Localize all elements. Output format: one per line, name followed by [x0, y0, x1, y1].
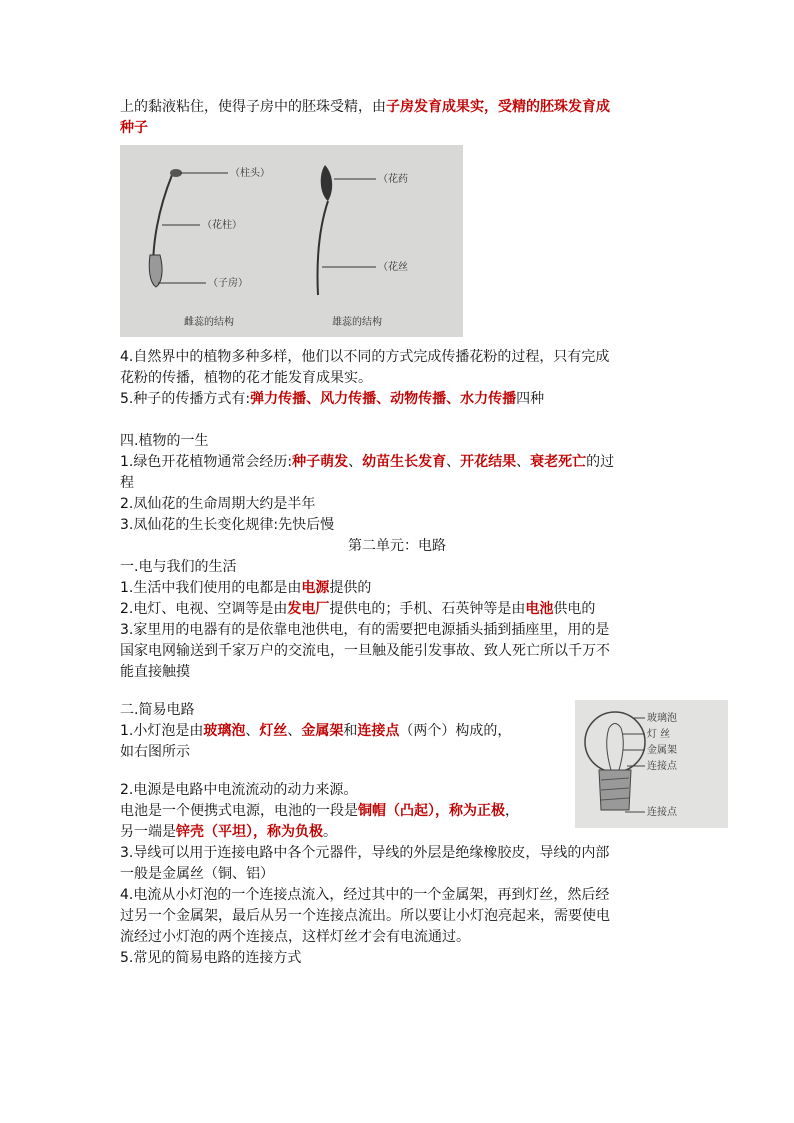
text-span: （两个）构成的，: [399, 723, 512, 739]
text-line: 3.导线可以用于连接电路中各个元器件，导线的外层是绝缘橡胶皮，导线的内部: [120, 845, 610, 861]
text-line: 程: [120, 475, 134, 491]
highlight-text: 锌壳（平坦），称为负极: [176, 824, 323, 840]
text-span: 1.绿色开花植物通常会经历:: [120, 454, 293, 470]
text-span: 上的黏液粘住，使得子房中的胚珠受精，由: [120, 99, 386, 115]
text-span: 提供的: [329, 580, 372, 596]
label-glass-bulb: 玻璃泡: [647, 713, 677, 724]
highlight-text: 铜帽（凸起），称为正极: [358, 803, 505, 819]
text-line: 5.常见的简易电路的连接方式: [120, 950, 302, 966]
separator: 、: [446, 391, 461, 407]
text-line: 能直接触摸: [120, 664, 190, 680]
highlight-text: 幼苗生长发育: [362, 454, 447, 470]
text-line: 2.电源是电路中电流流动的动力来源。: [120, 782, 358, 798]
highlight-text: 连接点: [357, 723, 400, 739]
text-line: 国家电网输送到千家万户的交流电，一旦触及能引发事故、致人死亡所以千万不: [120, 643, 610, 659]
text-line: [120, 599, 595, 620]
highlight-text: 种子: [120, 120, 148, 136]
highlight-text: 玻璃泡: [203, 723, 246, 739]
text-line: 4.自然界中的植物多种多样，他们以不同的方式完成传播花粉的过程，只有完成: [120, 349, 610, 365]
text-span: 2.电灯、电视、空调等是由: [120, 601, 288, 617]
section-title: 一.电与我们的生活: [120, 559, 237, 575]
separator: 、: [306, 391, 321, 407]
highlight-text: 弹力传播: [250, 391, 307, 407]
bulb-diagram: [575, 700, 728, 828]
unit-heading: 第二单元：电路: [348, 538, 446, 554]
text-span: 。: [323, 824, 337, 840]
text-span: 另一端是: [120, 824, 176, 840]
text-line: 花粉的传播，植物的花才能发育成果实。: [120, 370, 372, 386]
label-metal-frame: 金属架: [647, 745, 677, 756]
highlight-text: 金属架: [301, 723, 344, 739]
separator: 、: [516, 454, 531, 470]
label-anther: （花药: [378, 174, 408, 185]
text-line: 过另一个金属架，最后从另一个连接点流出。所以要让小灯泡亮起来，需要使电: [120, 908, 610, 924]
highlight-text: 动物传播: [390, 391, 447, 407]
text-line: [120, 118, 148, 139]
text-span: 5.种子的传播方式有:: [120, 391, 251, 407]
highlight-text: 开花结果: [460, 454, 517, 470]
text-line: 3.凤仙花的生长变化规律:先快后慢: [120, 517, 335, 533]
label-connection-point: 连接点: [647, 761, 677, 772]
section-title: 二.简易电路: [120, 702, 195, 718]
label-ovary: （子房）: [208, 278, 248, 289]
text-line: [120, 822, 337, 843]
highlight-text: 电源: [301, 580, 330, 596]
text-span: 的过: [586, 454, 615, 470]
highlight-text: 水力传播: [460, 391, 517, 407]
text-span: 和: [343, 723, 358, 739]
text-span: 提供电的；手机、石英钟等是由: [329, 601, 526, 617]
text-line: 一般是金属丝（铜、铝）: [120, 866, 274, 882]
highlight-text: 子房发育成果实，受精的胚珠发育成: [386, 99, 610, 115]
pistil-stamen-diagram: [120, 145, 463, 337]
text-line: 2.凤仙花的生命周期大约是半年: [120, 496, 316, 512]
text-span: ，: [505, 803, 519, 819]
highlight-text: 衰老死亡: [530, 454, 587, 470]
text-line: [120, 452, 614, 473]
text-line: 如右图所示: [120, 744, 190, 760]
separator: 、: [287, 723, 302, 739]
bulb-figure: [575, 700, 728, 828]
text-span: 供电的: [553, 601, 596, 617]
text-line: 3.家里用的电器有的是依靠电池供电，有的需要把电源插头插到插座里，用的是: [120, 622, 610, 638]
highlight-text: 发电厂: [287, 601, 330, 617]
highlight-text: 风力传播: [320, 391, 377, 407]
caption-pistil: 雌蕊的结构: [184, 317, 234, 328]
text-line: [120, 721, 511, 742]
text-span: 1.小灯泡是由: [120, 723, 204, 739]
text-span: 电池是一个便携式电源，电池的一段是: [120, 803, 358, 819]
text-line: 4.电流从小灯泡的一个连接点流入，经过其中的一个金属架，再到灯丝，然后经: [120, 887, 610, 903]
text-span: 1.生活中我们使用的电都是由: [120, 580, 302, 596]
caption-stamen: 雄蕊的结构: [332, 317, 382, 328]
separator: 、: [376, 391, 391, 407]
text-line: [120, 578, 371, 599]
text-span: 四种: [516, 391, 545, 407]
label-connection-point: 连接点: [647, 807, 677, 818]
label-filament: 灯 丝: [647, 729, 671, 740]
highlight-text: 种子萌发: [292, 454, 349, 470]
separator: 、: [245, 723, 260, 739]
text-line: [120, 97, 610, 118]
label-filament: （花丝: [378, 262, 408, 273]
separator: 、: [446, 454, 461, 470]
separator: 、: [348, 454, 363, 470]
pistil-stamen-figure: [120, 145, 463, 337]
section-title: 四.植物的一生: [120, 433, 209, 449]
highlight-text: 灯丝: [259, 723, 288, 739]
highlight-text: 电池: [525, 601, 554, 617]
label-style: （花柱）: [202, 220, 242, 231]
text-line: [120, 389, 544, 410]
text-line: 流经过小灯泡的两个连接点，这样灯丝才会有电流通过。: [120, 929, 470, 945]
text-line: [120, 801, 519, 822]
label-stigma: （柱头）: [230, 168, 270, 179]
